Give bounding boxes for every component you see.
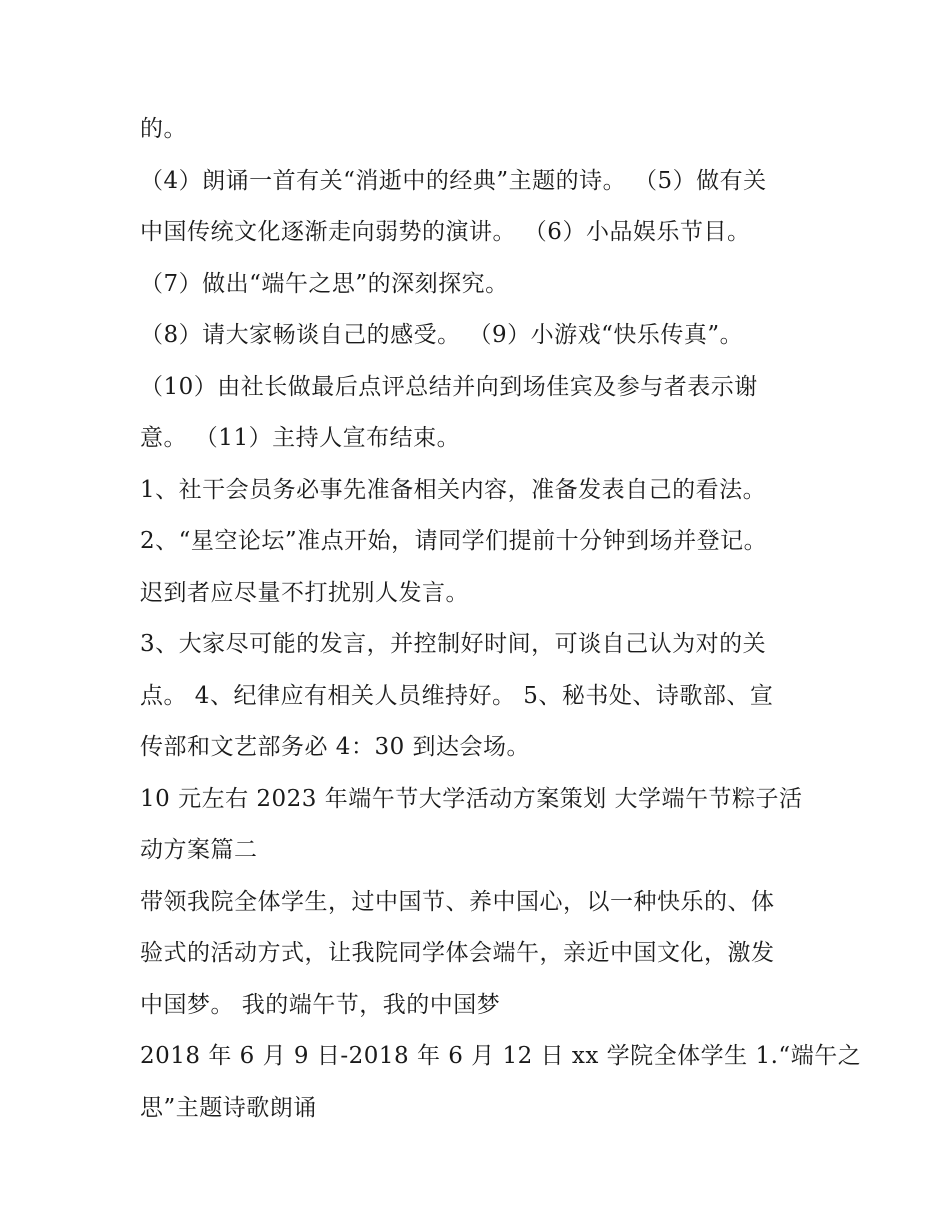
text-line: 的。 [140,116,187,142]
document-body [140,104,862,1134]
text-line: 1、社干会员务必事先准备相关内容，准备发表自己的看法。 [140,476,767,503]
text-line: （4）朗诵一首有关“消逝中的经典”主题的诗。 （5）做有关 [140,167,767,194]
text-line: 10 元左右 2023 年端午节大学活动方案策划 大学端午节粽子活 [140,785,803,812]
text-line: 验式的活动方式，让我院同学体会端午，亲近中国文化，激发 [140,940,775,966]
text-line: 迟到者应尽量不打扰别人发言。 [140,579,469,606]
text-line: （8）请大家畅谈自己的感受。 （9）小游戏“快乐传真”。 [140,322,744,348]
text-line: 思”主题诗歌朗诵 [140,1094,317,1121]
text-line: 中国传统文化逐渐走向弱势的演讲。 （6）小品娱乐节目。 [140,219,751,245]
text-line: （10）由社长做最后点评总结并向到场佳宾及参与者表示谢 [140,373,758,400]
text-line: 点。 4、纪律应有相关人员维持好。 5、秘书处、诗歌部、宣 [140,682,774,709]
text-line: 中国梦。 我的端午节，我的中国梦 [140,991,501,1018]
text-line: 动方案篇二 [140,837,258,863]
text-line: （7）做出“端午之思”的深刻探究。 [140,270,509,297]
text-line: 2、“星空论坛”准点开始，请同学们提前十分钟到场并登记。 [140,528,768,554]
text-line: 传部和文艺部务必 4：30 到达会场。 [140,734,531,760]
text-line: 3、大家尽可能的发言，并控制好时间，可谈自己认为对的关 [140,631,767,657]
text-line: 2018 年 6 月 9 日-2018 年 6 月 12 日 xx 学院全体学生 1.“端午之 [140,1043,862,1069]
text-line: 带领我院全体学生，过中国节、养中国心，以一种快乐的、体 [140,888,775,915]
text-line: 意。 （11）主持人宣布结束。 [140,425,461,451]
